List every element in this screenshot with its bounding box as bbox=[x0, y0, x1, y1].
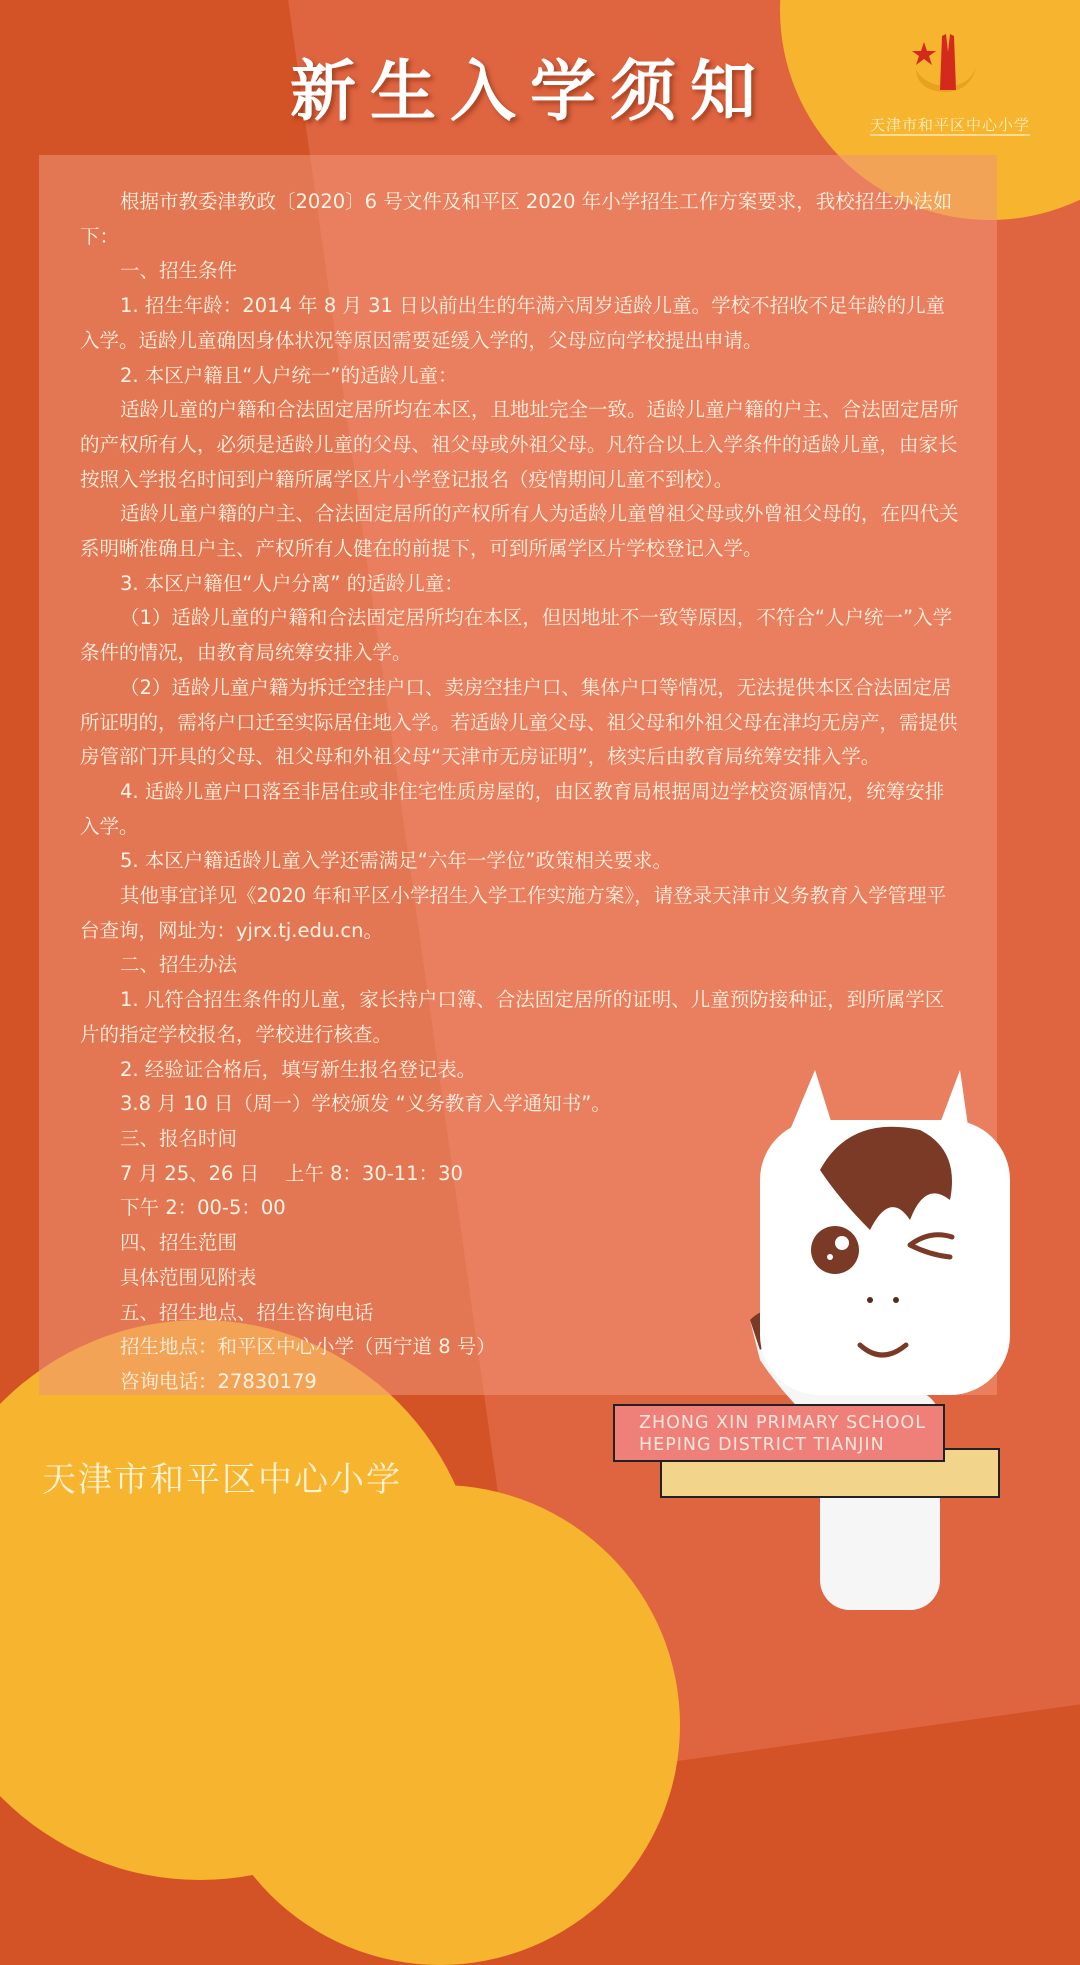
school-emblem-star-icon bbox=[908, 30, 988, 100]
paragraph-non-residential: 4. 适龄儿童户口落至非居住或非住宅性质房屋的，由区教育局根据周边学校资源情况，统筹安排入学。 bbox=[80, 779, 945, 838]
logo-subtitle-line bbox=[870, 134, 1030, 136]
paragraph-six-year-policy: 5. 本区户籍适龄儿童入学还需满足“六年一学位”政策相关要求。 bbox=[120, 849, 673, 873]
section-heading-4: 四、招生范围 bbox=[120, 1231, 238, 1255]
paragraph-unified-detail: 适龄儿童的户籍和合法固定居所均在本区，且地址完全一致。适龄儿童户籍的户主、合法固定居所的产权所有人，必须是适龄儿童的父母、祖父母或外祖父母。凡符合以上入学条件的适龄儿童，由家长按照入学报名时间到户籍所属学区片小学登记报名（疫情期间儿童不到校）。 bbox=[80, 398, 959, 491]
paragraph-separated-household: 3. 本区户籍但“人户分离” 的适龄儿童： bbox=[120, 571, 464, 595]
paragraph-admission-notice: 3.8 月 10 日（周一）学校颁发 “义务教育入学通知书”。 bbox=[120, 1092, 611, 1116]
bottom-mid-yellow-circle bbox=[200, 1485, 680, 1965]
paragraph-separated-2: （2）适龄儿童户籍为拆迁空挂户口、卖房空挂户口、集体户口等情况，无法提供本区合法固定居所证明的，需将户口迁至实际居住地入学。若适龄儿童父母、祖父母和外祖父母在津均无房产，需提供房管部门开具的父母、祖父母和外祖父母“天津市无房证明”，核实后由教育局统筹安排入学。 bbox=[80, 675, 958, 769]
registration-time-morning: 7 月 25、26 日 上午 8：30-11：30 bbox=[120, 1161, 463, 1185]
winking-pony-mascot-icon bbox=[720, 1060, 1020, 1620]
page-title-text: 新生入学须知 bbox=[290, 53, 770, 130]
banner-line-1: ZHONG XIN PRIMARY SCHOOL bbox=[639, 1413, 926, 1433]
school-logo bbox=[850, 30, 1050, 140]
scope-note: 具体范围见附表 bbox=[120, 1265, 257, 1289]
section-heading-2: 二、招生办法 bbox=[120, 953, 238, 977]
registration-time-afternoon: 下午 2：00-5：00 bbox=[120, 1196, 286, 1220]
logo-school-name: 天津市和平区中心小学 bbox=[869, 116, 1030, 134]
paragraph-registration-form: 2. 经验证合格后，填写新生报名登记表。 bbox=[120, 1057, 477, 1081]
section-heading-1: 一、招生条件 bbox=[120, 259, 238, 283]
paragraph-unified-household: 2. 本区户籍且“人户统一”的适龄儿童： bbox=[120, 363, 458, 387]
footer-school-name: 天津市和平区中心小学 bbox=[42, 1460, 402, 1500]
paragraph-age: 1. 招生年龄：2014 年 8 月 31 日以前出生的年满六周岁适龄儿童。学校不招收不足年龄的儿童入学。适龄儿童确因身体状况等原因需要延缓入学的，父母应向学校提出申请。 bbox=[80, 294, 946, 352]
registration-location: 招生地点：和平区中心小学（西宁道 8 号） bbox=[120, 1335, 496, 1359]
school-english-banner bbox=[613, 1404, 945, 1462]
paragraph-registration-docs: 1. 凡符合招生条件的儿童，家长持户口簿、合法固定居所的证明、儿童预防接种证，到所属学区片的指定学校报名，学校进行核查。 bbox=[80, 988, 945, 1046]
paragraph-great-grandparents: 适龄儿童户籍的户主、合法固定居所的产权所有人为适龄儿童曾祖父母或外曾祖父母的，在四代关系明晰准确且户主、产权所有人健在的前提下，可到所属学区片学校登记入学。 bbox=[80, 502, 959, 561]
paragraph-other-matters: 其他事宜详见《2020 年和平区小学招生入学工作实施方案》，请登录天津市义务教育入学管理平台查询，网址为：yjrx.tj.edu.cn。 bbox=[80, 884, 947, 942]
consultation-phone: 咨询电话：27830179 bbox=[120, 1369, 317, 1393]
banner-line-2: HEPING DISTRICT TIANJIN bbox=[639, 1435, 885, 1455]
section-heading-5: 五、招生地点、招生咨询电话 bbox=[120, 1300, 374, 1324]
paragraph-intro: 根据市教委津教政〔2020〕6 号文件及和平区 2020 年小学招生工作方案要求，我校招生办法如下： bbox=[80, 190, 953, 248]
paragraph-separated-1: （1）适龄儿童的户籍和合法固定居所均在本区，但因地址不一致等原因，不符合“人户统一”入学条件的情况，由教育局统筹安排入学。 bbox=[80, 606, 953, 665]
section-heading-3: 三、报名时间 bbox=[120, 1126, 238, 1150]
